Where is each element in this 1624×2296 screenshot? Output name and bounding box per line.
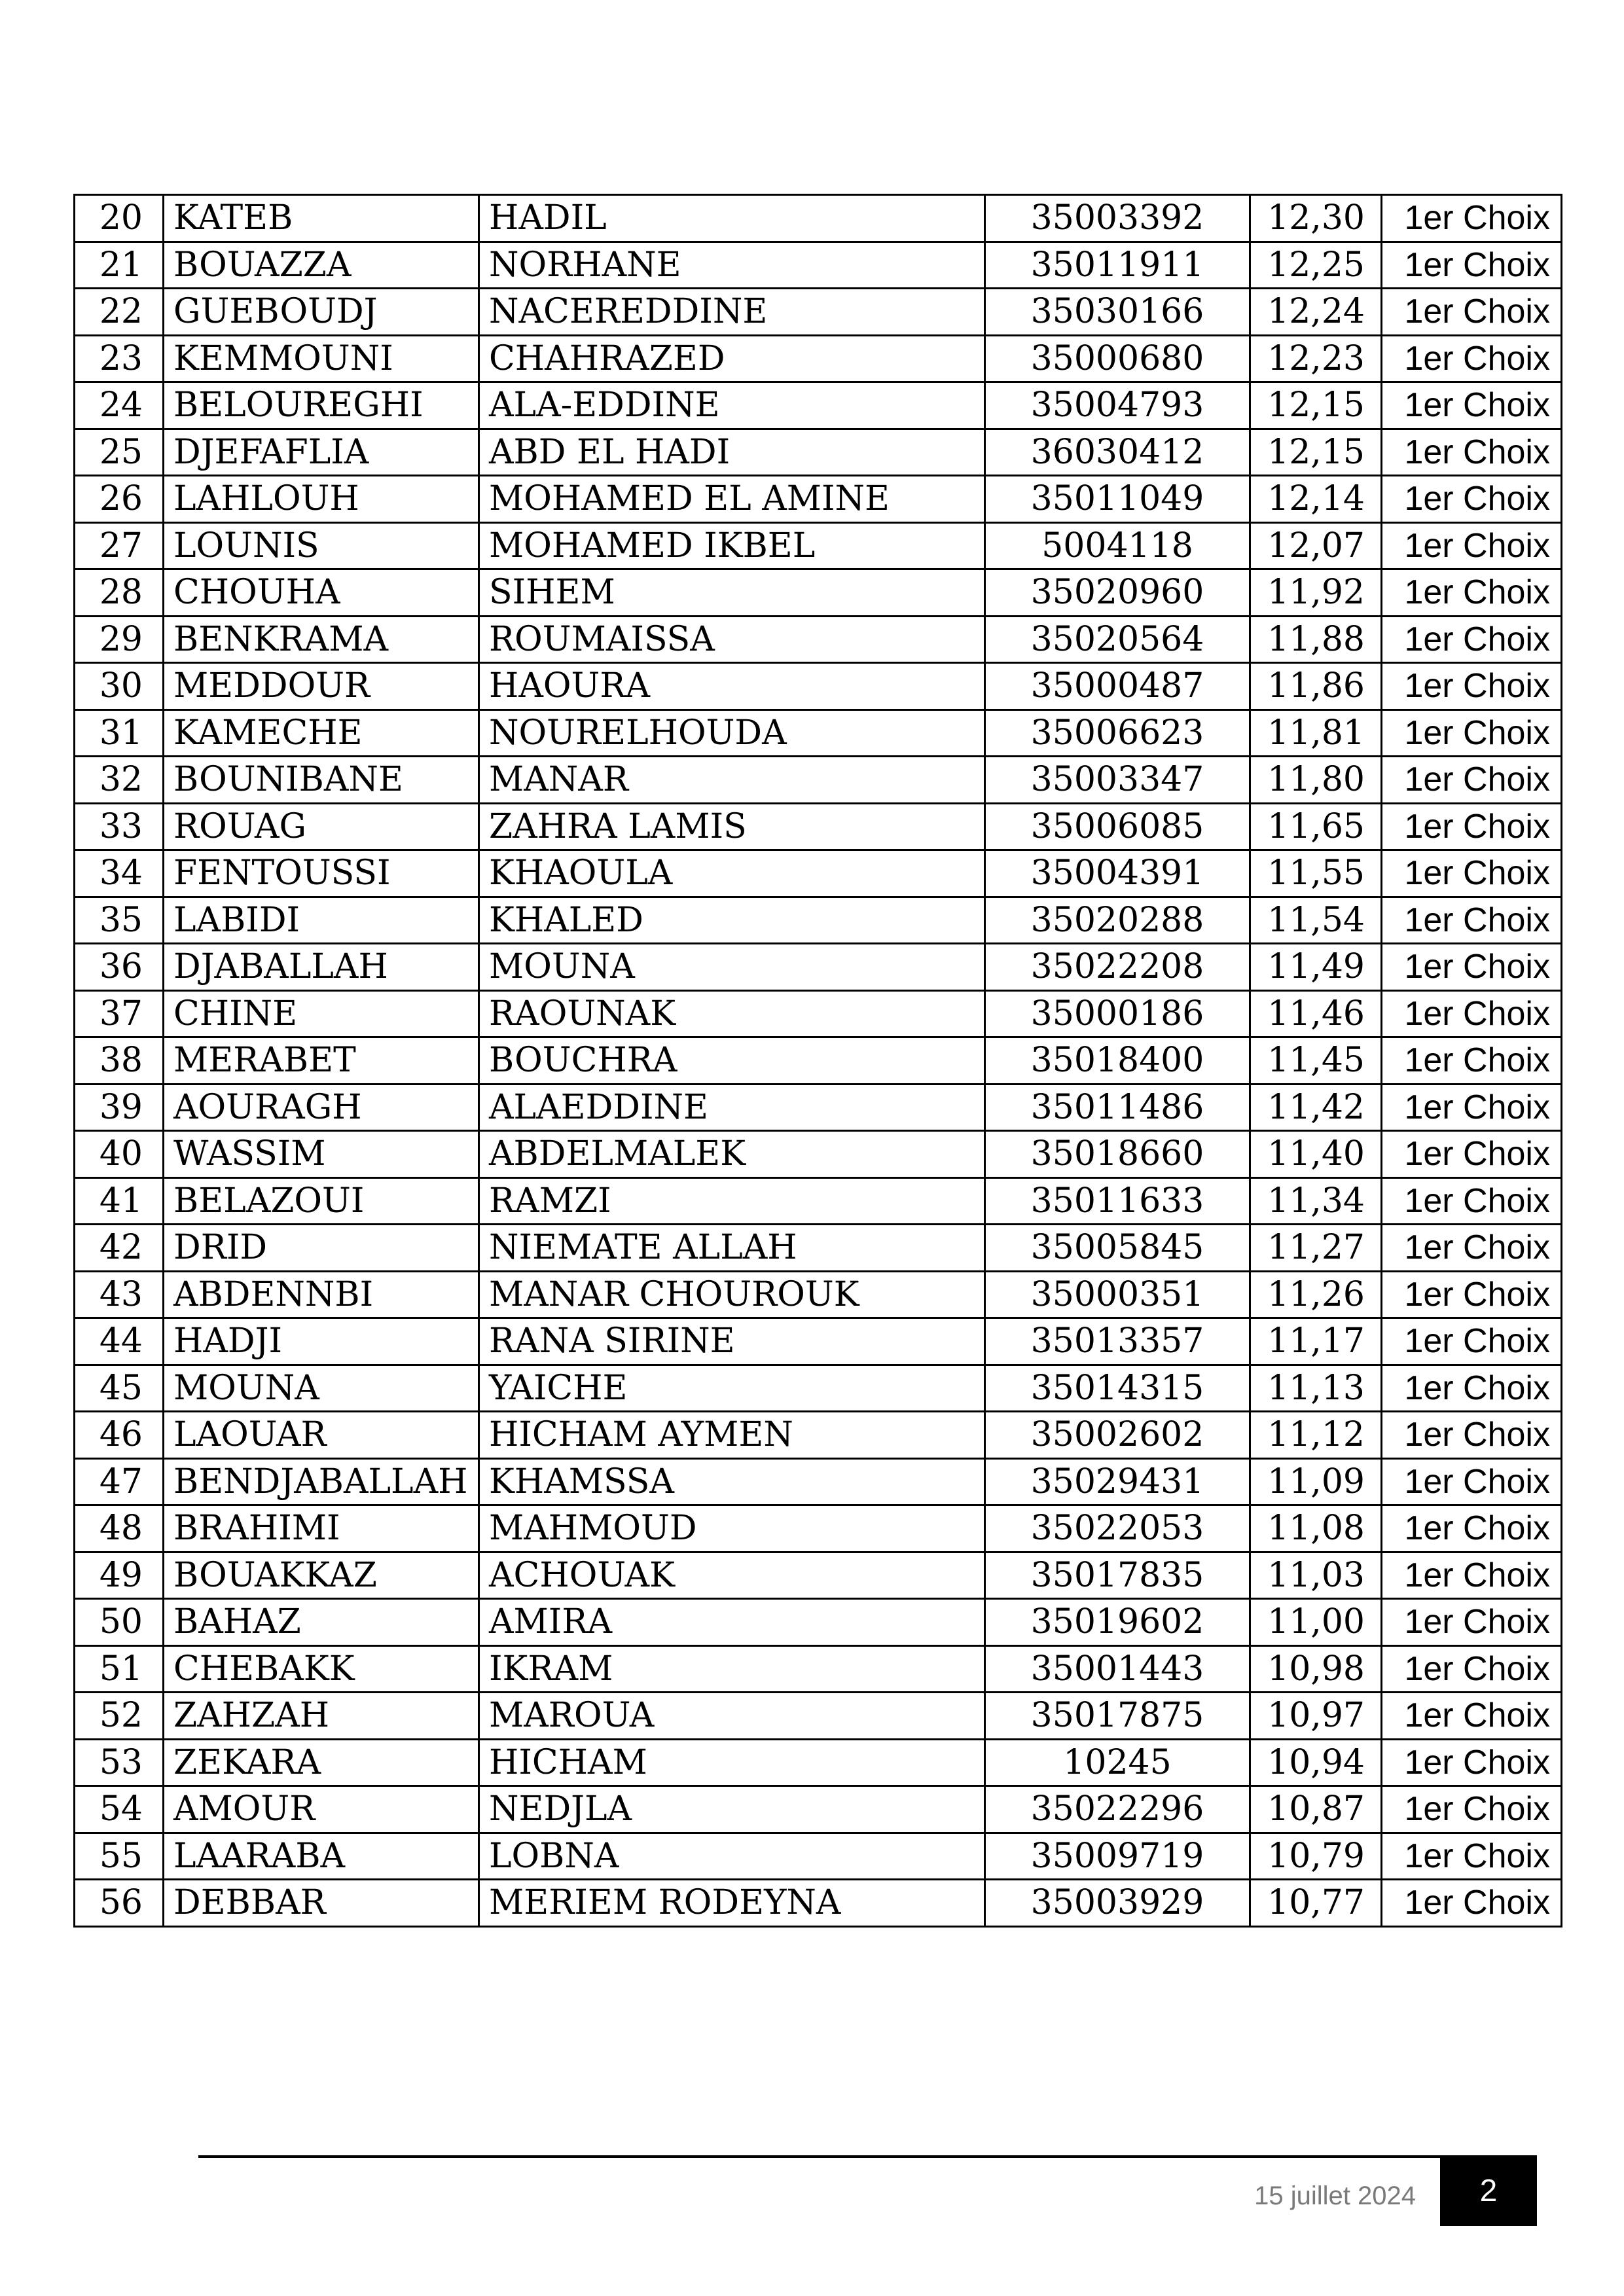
choice-cell: 1er Choix [1382,1599,1562,1646]
id-number-cell: 10245 [985,1739,1250,1786]
choice-cell: 1er Choix [1382,1412,1562,1459]
last-name-cell: BRAHIMI [164,1505,479,1552]
last-name-cell: KAMECHE [164,709,479,757]
choice-cell: 1er Choix [1382,897,1562,944]
id-number-cell: 35022296 [985,1786,1250,1833]
choice-cell: 1er Choix [1382,616,1562,663]
choice-cell: 1er Choix [1382,335,1562,382]
id-number-cell: 35000186 [985,990,1250,1037]
last-name-cell: DJEFAFLIA [164,429,479,476]
rank-cell: 44 [75,1318,164,1365]
first-name-cell: NIEMATE ALLAH [479,1225,985,1272]
last-name-cell: DEBBAR [164,1880,479,1927]
table-row [75,429,1562,476]
score-cell: 12,23 [1250,335,1382,382]
table-row [75,1225,1562,1272]
first-name-cell: NEDJLA [479,1786,985,1833]
results-table [73,194,1562,1928]
table-row [75,335,1562,382]
score-cell: 11,86 [1250,663,1382,710]
choice-cell: 1er Choix [1382,1833,1562,1880]
score-cell: 10,87 [1250,1786,1382,1833]
last-name-cell: LAARABA [164,1833,479,1880]
score-cell: 11,80 [1250,757,1382,804]
id-number-cell: 35003929 [985,1880,1250,1927]
rank-cell: 46 [75,1412,164,1459]
last-name-cell: HADJI [164,1318,479,1365]
first-name-cell: MAROUA [479,1693,985,1740]
table-row [75,1552,1562,1599]
choice-cell: 1er Choix [1382,990,1562,1037]
rank-cell: 51 [75,1645,164,1693]
last-name-cell: BAHAZ [164,1599,479,1646]
rank-cell: 53 [75,1739,164,1786]
first-name-cell: HICHAM AYMEN [479,1412,985,1459]
first-name-cell: MOHAMED IKBEL [479,522,985,569]
choice-cell: 1er Choix [1382,1458,1562,1505]
choice-cell: 1er Choix [1382,1365,1562,1412]
id-number-cell: 35002602 [985,1412,1250,1459]
rank-cell: 37 [75,990,164,1037]
first-name-cell: AMIRA [479,1599,985,1646]
last-name-cell: AOURAGH [164,1084,479,1131]
table-row [75,990,1562,1037]
id-number-cell: 5004118 [985,522,1250,569]
table-row [75,663,1562,710]
last-name-cell: BELAZOUI [164,1177,479,1225]
last-name-cell: BELOUREGHI [164,382,479,429]
first-name-cell: ZAHRA LAMIS [479,803,985,850]
id-number-cell: 35000487 [985,663,1250,710]
id-number-cell: 35022053 [985,1505,1250,1552]
choice-cell: 1er Choix [1382,1177,1562,1225]
score-cell: 11,54 [1250,897,1382,944]
first-name-cell: MOHAMED EL AMINE [479,476,985,523]
id-number-cell: 35011486 [985,1084,1250,1131]
id-number-cell: 35003347 [985,757,1250,804]
rank-cell: 45 [75,1365,164,1412]
last-name-cell: DRID [164,1225,479,1272]
rank-cell: 55 [75,1833,164,1880]
footer-divider [198,2155,1442,2158]
rank-cell: 30 [75,663,164,710]
id-number-cell: 35019602 [985,1599,1250,1646]
score-cell: 12,15 [1250,429,1382,476]
first-name-cell: ROUMAISSA [479,616,985,663]
table-row [75,1786,1562,1833]
table-row [75,897,1562,944]
rank-cell: 23 [75,335,164,382]
rank-cell: 47 [75,1458,164,1505]
id-number-cell: 35003392 [985,195,1250,242]
choice-cell: 1er Choix [1382,1739,1562,1786]
id-number-cell: 35011633 [985,1177,1250,1225]
first-name-cell: SIHEM [479,569,985,617]
score-cell: 12,25 [1250,242,1382,289]
choice-cell: 1er Choix [1382,429,1562,476]
table-row [75,850,1562,897]
score-cell: 10,94 [1250,1739,1382,1786]
id-number-cell: 35030166 [985,289,1250,336]
table-row [75,1037,1562,1085]
table-row [75,803,1562,850]
score-cell: 11,00 [1250,1599,1382,1646]
table-row [75,757,1562,804]
table-row [75,1084,1562,1131]
last-name-cell: LOUNIS [164,522,479,569]
first-name-cell: HADIL [479,195,985,242]
score-cell: 12,14 [1250,476,1382,523]
table-row [75,1739,1562,1786]
table-row [75,242,1562,289]
choice-cell: 1er Choix [1382,289,1562,336]
last-name-cell: LAHLOUH [164,476,479,523]
first-name-cell: LOBNA [479,1833,985,1880]
score-cell: 11,40 [1250,1131,1382,1178]
choice-cell: 1er Choix [1382,569,1562,617]
rank-cell: 52 [75,1693,164,1740]
table-row [75,1177,1562,1225]
last-name-cell: KEMMOUNI [164,335,479,382]
id-number-cell: 35020564 [985,616,1250,663]
table-row [75,1645,1562,1693]
rank-cell: 21 [75,242,164,289]
table-row [75,476,1562,523]
id-number-cell: 35000351 [985,1271,1250,1318]
choice-cell: 1er Choix [1382,195,1562,242]
table-row [75,382,1562,429]
id-number-cell: 35004391 [985,850,1250,897]
id-number-cell: 35004793 [985,382,1250,429]
id-number-cell: 36030412 [985,429,1250,476]
score-cell: 11,42 [1250,1084,1382,1131]
choice-cell: 1er Choix [1382,1084,1562,1131]
choice-cell: 1er Choix [1382,1318,1562,1365]
rank-cell: 56 [75,1880,164,1927]
rank-cell: 40 [75,1131,164,1178]
table-row [75,522,1562,569]
score-cell: 10,97 [1250,1693,1382,1740]
rank-cell: 35 [75,897,164,944]
score-cell: 12,24 [1250,289,1382,336]
id-number-cell: 35020960 [985,569,1250,617]
last-name-cell: ROUAG [164,803,479,850]
score-cell: 10,98 [1250,1645,1382,1693]
last-name-cell: CHEBAKK [164,1645,479,1693]
first-name-cell: KHALED [479,897,985,944]
score-cell: 11,09 [1250,1458,1382,1505]
choice-cell: 1er Choix [1382,1037,1562,1085]
rank-cell: 20 [75,195,164,242]
score-cell: 11,26 [1250,1271,1382,1318]
rank-cell: 24 [75,382,164,429]
first-name-cell: MAHMOUD [479,1505,985,1552]
rank-cell: 31 [75,709,164,757]
last-name-cell: AMOUR [164,1786,479,1833]
id-number-cell: 35018400 [985,1037,1250,1085]
last-name-cell: BENDJABALLAH [164,1458,479,1505]
first-name-cell: MANAR CHOUROUK [479,1271,985,1318]
last-name-cell: WASSIM [164,1131,479,1178]
table-row [75,1693,1562,1740]
last-name-cell: KATEB [164,195,479,242]
last-name-cell: BOUAZZA [164,242,479,289]
first-name-cell: ABD EL HADI [479,429,985,476]
rank-cell: 42 [75,1225,164,1272]
choice-cell: 1er Choix [1382,1645,1562,1693]
first-name-cell: BOUCHRA [479,1037,985,1085]
first-name-cell: RANA SIRINE [479,1318,985,1365]
table-row [75,1365,1562,1412]
rank-cell: 54 [75,1786,164,1833]
choice-cell: 1er Choix [1382,1271,1562,1318]
table-row [75,1458,1562,1505]
choice-cell: 1er Choix [1382,1880,1562,1927]
rank-cell: 38 [75,1037,164,1085]
last-name-cell: LABIDI [164,897,479,944]
table-row [75,1505,1562,1552]
first-name-cell: MOUNA [479,944,985,991]
rank-cell: 43 [75,1271,164,1318]
first-name-cell: IKRAM [479,1645,985,1693]
score-cell: 11,55 [1250,850,1382,897]
page-number: 2 [1440,2155,1537,2226]
first-name-cell: ACHOUAK [479,1552,985,1599]
id-number-cell: 35011049 [985,476,1250,523]
first-name-cell: NOURELHOUDA [479,709,985,757]
last-name-cell: BOUAKKAZ [164,1552,479,1599]
choice-cell: 1er Choix [1382,382,1562,429]
rank-cell: 22 [75,289,164,336]
last-name-cell: CHINE [164,990,479,1037]
id-number-cell: 35020288 [985,897,1250,944]
id-number-cell: 35006085 [985,803,1250,850]
first-name-cell: HICHAM [479,1739,985,1786]
table-row [75,1880,1562,1927]
choice-cell: 1er Choix [1382,1505,1562,1552]
last-name-cell: BOUNIBANE [164,757,479,804]
last-name-cell: MERABET [164,1037,479,1085]
first-name-cell: YAICHE [479,1365,985,1412]
first-name-cell: ABDELMALEK [479,1131,985,1178]
first-name-cell: CHAHRAZED [479,335,985,382]
rank-cell: 49 [75,1552,164,1599]
table-row [75,1318,1562,1365]
rank-cell: 48 [75,1505,164,1552]
last-name-cell: GUEBOUDJ [164,289,479,336]
rank-cell: 34 [75,850,164,897]
choice-cell: 1er Choix [1382,1225,1562,1272]
table-row [75,569,1562,617]
last-name-cell: ZEKARA [164,1739,479,1786]
rank-cell: 26 [75,476,164,523]
results-table-body [75,195,1562,1927]
table-row [75,1599,1562,1646]
score-cell: 11,46 [1250,990,1382,1037]
score-cell: 11,03 [1250,1552,1382,1599]
score-cell: 12,15 [1250,382,1382,429]
rank-cell: 33 [75,803,164,850]
score-cell: 11,17 [1250,1318,1382,1365]
choice-cell: 1er Choix [1382,709,1562,757]
first-name-cell: ALAEDDINE [479,1084,985,1131]
choice-cell: 1er Choix [1382,663,1562,710]
score-cell: 11,08 [1250,1505,1382,1552]
choice-cell: 1er Choix [1382,476,1562,523]
score-cell: 11,12 [1250,1412,1382,1459]
choice-cell: 1er Choix [1382,1552,1562,1599]
first-name-cell: ALA-EDDINE [479,382,985,429]
score-cell: 11,13 [1250,1365,1382,1412]
rank-cell: 27 [75,522,164,569]
table-row [75,1833,1562,1880]
last-name-cell: ABDENNBI [164,1271,479,1318]
id-number-cell: 35013357 [985,1318,1250,1365]
rank-cell: 39 [75,1084,164,1131]
rank-cell: 50 [75,1599,164,1646]
id-number-cell: 35005845 [985,1225,1250,1272]
table-row [75,289,1562,336]
id-number-cell: 35000680 [985,335,1250,382]
first-name-cell: MANAR [479,757,985,804]
rank-cell: 41 [75,1177,164,1225]
last-name-cell: MEDDOUR [164,663,479,710]
first-name-cell: NORHANE [479,242,985,289]
first-name-cell: RAMZI [479,1177,985,1225]
first-name-cell: NACEREDDINE [479,289,985,336]
table-row [75,944,1562,991]
choice-cell: 1er Choix [1382,850,1562,897]
choice-cell: 1er Choix [1382,1786,1562,1833]
score-cell: 11,81 [1250,709,1382,757]
last-name-cell: DJABALLAH [164,944,479,991]
choice-cell: 1er Choix [1382,1131,1562,1178]
score-cell: 12,30 [1250,195,1382,242]
score-cell: 11,45 [1250,1037,1382,1085]
footer-date: 15 juillet 2024 [1254,2181,1416,2210]
id-number-cell: 35029431 [985,1458,1250,1505]
score-cell: 11,65 [1250,803,1382,850]
choice-cell: 1er Choix [1382,803,1562,850]
rank-cell: 32 [75,757,164,804]
choice-cell: 1er Choix [1382,944,1562,991]
id-number-cell: 35022208 [985,944,1250,991]
table-row [75,1412,1562,1459]
last-name-cell: FENTOUSSI [164,850,479,897]
choice-cell: 1er Choix [1382,1693,1562,1740]
score-cell: 10,79 [1250,1833,1382,1880]
last-name-cell: ZAHZAH [164,1693,479,1740]
first-name-cell: HAOURA [479,663,985,710]
choice-cell: 1er Choix [1382,757,1562,804]
table-row [75,1131,1562,1178]
last-name-cell: CHOUHA [164,569,479,617]
last-name-cell: BENKRAMA [164,616,479,663]
id-number-cell: 35001443 [985,1645,1250,1693]
first-name-cell: MERIEM RODEYNA [479,1880,985,1927]
table-row [75,709,1562,757]
score-cell: 12,07 [1250,522,1382,569]
score-cell: 11,49 [1250,944,1382,991]
score-cell: 11,92 [1250,569,1382,617]
score-cell: 10,77 [1250,1880,1382,1927]
first-name-cell: RAOUNAK [479,990,985,1037]
rank-cell: 29 [75,616,164,663]
choice-cell: 1er Choix [1382,522,1562,569]
score-cell: 11,27 [1250,1225,1382,1272]
last-name-cell: MOUNA [164,1365,479,1412]
id-number-cell: 35017835 [985,1552,1250,1599]
id-number-cell: 35018660 [985,1131,1250,1178]
id-number-cell: 35011911 [985,242,1250,289]
id-number-cell: 35006623 [985,709,1250,757]
id-number-cell: 35014315 [985,1365,1250,1412]
score-cell: 11,88 [1250,616,1382,663]
choice-cell: 1er Choix [1382,242,1562,289]
score-cell: 11,34 [1250,1177,1382,1225]
table-row [75,616,1562,663]
rank-cell: 36 [75,944,164,991]
first-name-cell: KHAOULA [479,850,985,897]
rank-cell: 28 [75,569,164,617]
last-name-cell: LAOUAR [164,1412,479,1459]
table-row [75,1271,1562,1318]
table-row [75,195,1562,242]
id-number-cell: 35009719 [985,1833,1250,1880]
rank-cell: 25 [75,429,164,476]
id-number-cell: 35017875 [985,1693,1250,1740]
first-name-cell: KHAMSSA [479,1458,985,1505]
